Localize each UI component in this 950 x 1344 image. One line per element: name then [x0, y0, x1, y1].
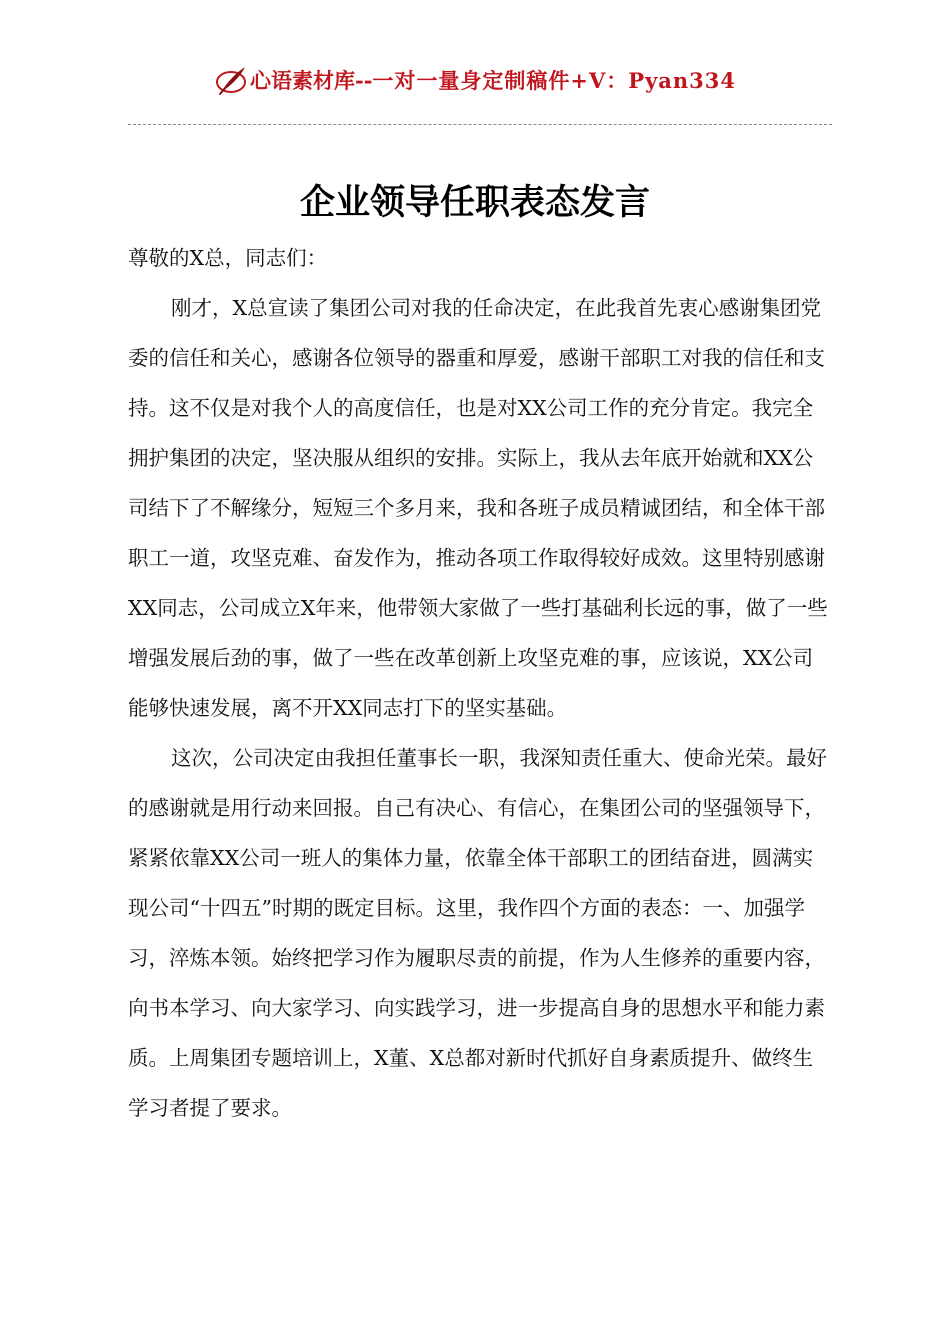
header-divider [128, 124, 832, 125]
feather-quill-icon [214, 63, 248, 97]
document-body [128, 233, 833, 1133]
paragraph: 这次，公司决定由我担任董事长一职，我深知责任重大、使命光荣。最好的感谢就是用行动来回报。自己有决心、有信心，在集团公司的坚强领导下，紧紧依靠XX公司一班人的集体力量，依靠全体干部职工的团结奋进，圆满实现公司“十四五”时期的既定目标。这里，我作四个方面的表态：一、加强学习，淬炼本领。始终把学习作为履职尽责的前提，作为人生修养的重要内容，向书本学习、向大家学习、向实践学习，进一步提高自身的思想水平和能力素质。上周集团专题培训上，X董、X总都对新时代抓好自身素质提升、做终生学习者提了要求。 [128, 746, 827, 1120]
document-title: 企业领导任职表态发言 [299, 182, 650, 223]
header-tagline: 一对一量身定制稿件+V：Pyan334 [372, 68, 737, 93]
paragraph: 刚才，X总宣读了集团公司对我的任命决定，在此我首先衷心感谢集团党委的信任和关心，感谢各位领导的器重和厚爱，感谢干部职工对我的信任和支持。这不仅是对我个人的高度信任，也是对XX公司工作的充分肯定。我完全拥护集团的决定，坚决服从组织的安排。实际上，我从去年底开始就和XX公司结下了不解缘分，短短三个多月来，我和各班子成员精诚团结，和全体干部职工一道，攻坚克难、奋发作为，推动各项工作取得较好成效。这里特别感谢XX同志，公司成立X年来，他带领大家做了一些打基础利长远的事，做了一些增强发展后劲的事，做了一些在改革创新上攻坚克难的事，应该说，XX公司能够快速发展，离不开XX同志打下的坚实基础。 [128, 296, 828, 720]
page-header [0, 58, 950, 102]
salutation: 尊敬的X总，同志们： [128, 246, 328, 270]
brand-name: 心语素材库-- [249, 68, 373, 93]
